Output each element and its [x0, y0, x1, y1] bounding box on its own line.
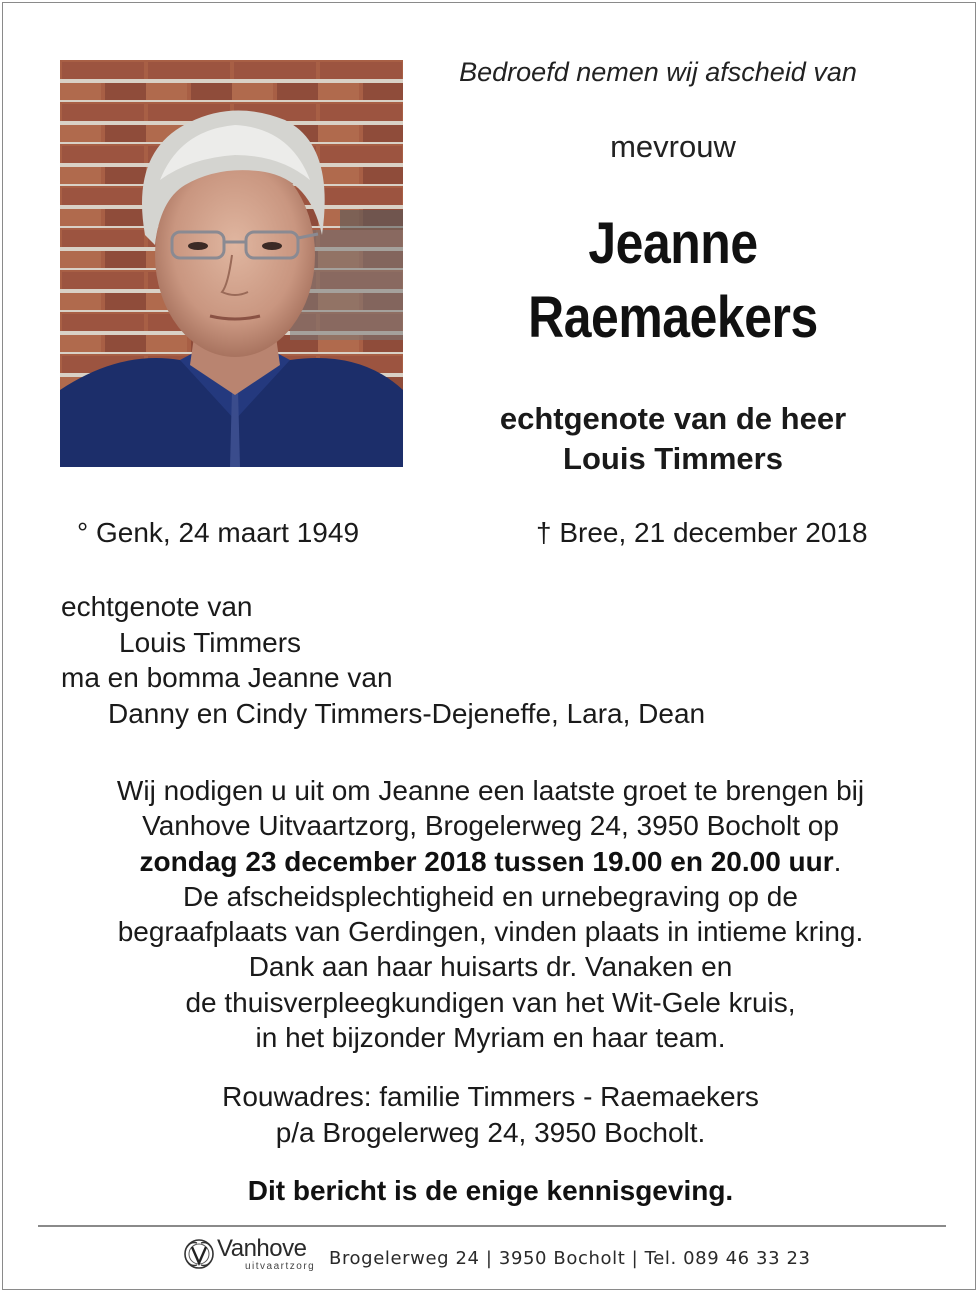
family-line: Danny en Cindy Timmers-Dejeneffe, Lara, Dean — [108, 697, 706, 729]
family-list — [61, 589, 705, 731]
logo-subtitle: uitvaartzorg — [245, 1261, 316, 1272]
honorific: mevrouw — [610, 129, 736, 164]
obituary-card — [2, 2, 976, 1290]
vanhove-logo — [181, 1235, 321, 1275]
invite-line: De afscheidsplechtigheid en urnebegraving op de — [183, 880, 798, 912]
last-name: Raemaekers — [528, 285, 818, 350]
invite-line: in het bijzonder Myriam en haar team. — [255, 1022, 726, 1054]
invite-period: . — [833, 845, 842, 877]
invite-line: begraafplaats van Gerdingen, vinden plaats in intieme kring. — [117, 916, 864, 948]
mourning-address — [33, 1079, 948, 1150]
invite-line: de thuisverpleegkundigen van het Wit-Gele kruis, — [185, 986, 796, 1018]
spouse-heading-line2: Louis Timmers — [563, 441, 783, 476]
portrait-photo — [60, 60, 403, 467]
logo-name: Vanhove — [217, 1235, 307, 1262]
death-info: † Bree, 21 december 2018 — [536, 517, 868, 548]
invite-line — [33, 844, 948, 879]
logo-emblem-icon — [181, 1237, 217, 1271]
footer-divider — [38, 1225, 946, 1227]
invite-line: Dank aan haar huisarts dr. Vanaken en — [248, 951, 733, 983]
portrait-image — [60, 60, 403, 467]
funeral-home-contact: Brogelerweg 24 | 3950 Bocholt | Tel. 089 46 33 23 — [329, 1248, 811, 1269]
family-line: echtgenote van — [61, 591, 253, 622]
first-name: Jeanne — [588, 211, 758, 276]
family-line: Louis Timmers — [119, 626, 302, 658]
sole-notice: Dit bericht is de enige kennisgeving. — [247, 1175, 734, 1206]
visitation-datetime: zondag 23 december 2018 tussen 19.00 en 20.00 uur — [139, 845, 834, 877]
invitation-text — [33, 773, 948, 1055]
invite-line: Wij nodigen u uit om Jeanne een laatste groet te brengen bij — [116, 775, 865, 806]
spouse-heading — [413, 399, 933, 479]
deceased-name — [449, 207, 896, 355]
spouse-heading-line1: echtgenote van de heer — [499, 401, 847, 436]
intro-text: Bedroefd nemen wij afscheid van — [459, 57, 857, 87]
address-line: p/a Brogelerweg 24, 3950 Bocholt. — [275, 1116, 706, 1148]
family-line: ma en bomma Jeanne van — [61, 662, 393, 693]
address-line: Rouwadres: familie Timmers - Raemaekers — [222, 1081, 759, 1112]
invite-line: Vanhove Uitvaartzorg, Brogelerweg 24, 3950 Bocholt op — [142, 810, 839, 842]
birth-info: ° Genk, 24 maart 1949 — [77, 517, 360, 548]
